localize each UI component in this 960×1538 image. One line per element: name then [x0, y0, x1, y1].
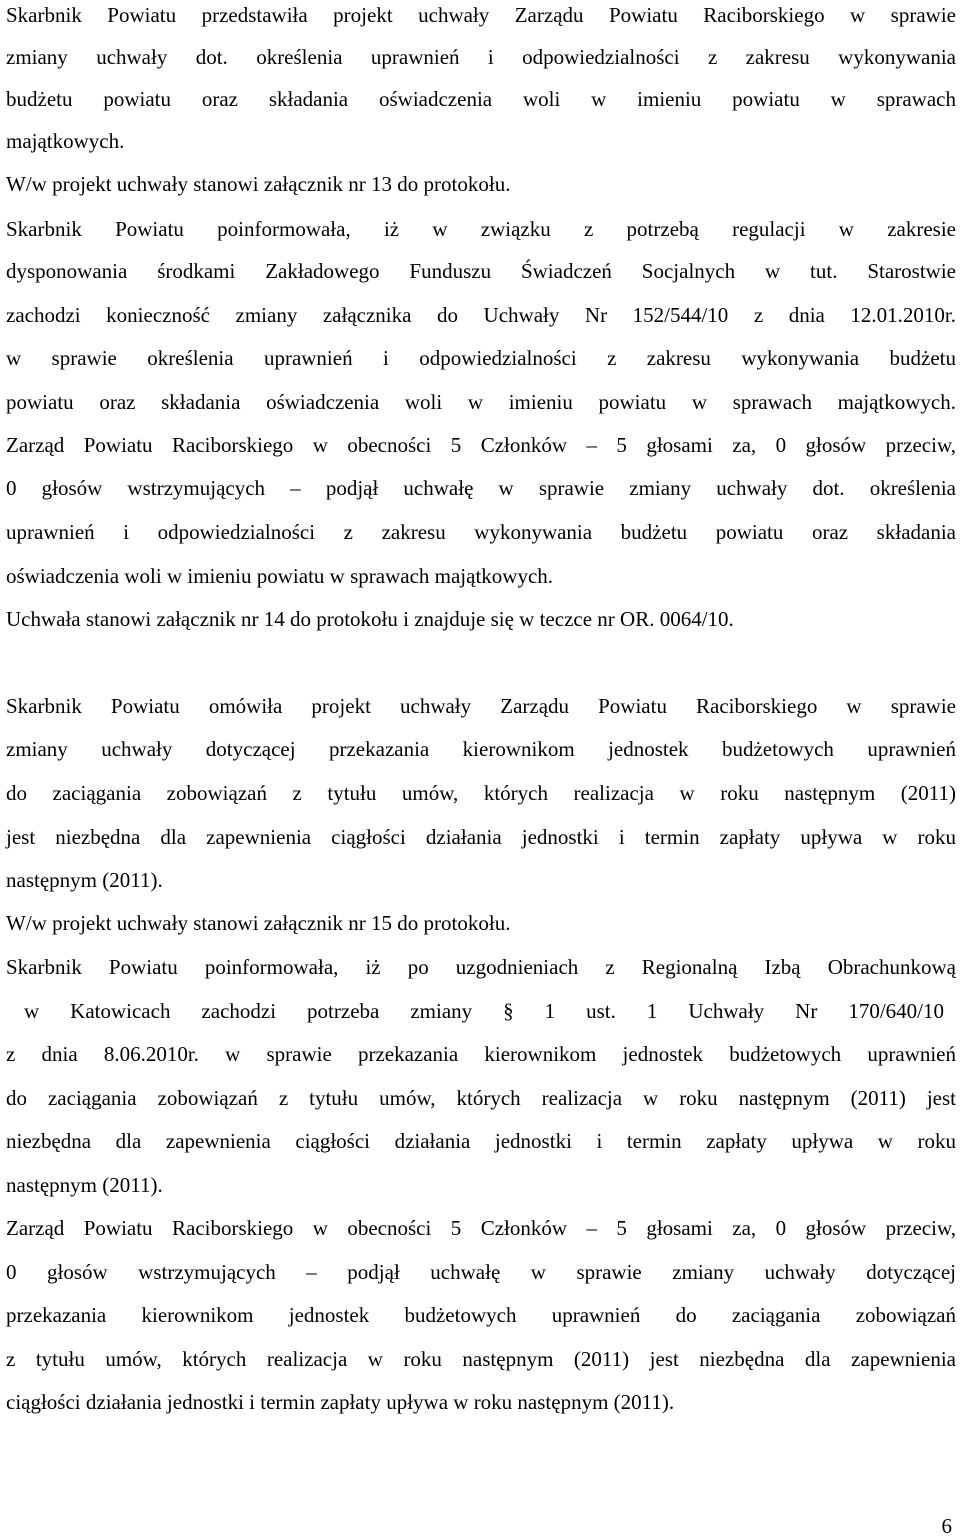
text-line: Skarbnik Powiatu omówiła projekt uchwały Zarządu Powiatu Raciborskiego w sprawie [6, 694, 956, 718]
text-line: Zarząd Powiatu Raciborskiego w obecności 5 Członków – 5 głosami za, 0 głosów przeciw, [6, 1216, 956, 1240]
text-line: Skarbnik Powiatu poinformowała, iż w związku z potrzebą regulacji w zakresie [6, 217, 956, 241]
text-line: 0 głosów wstrzymujących – podjął uchwałę w sprawie zmiany uchwały dotyczącej [6, 1260, 956, 1284]
text-line: przekazania kierownikom jednostek budżetowych uprawnień do zaciągania zobowiązań [6, 1303, 956, 1327]
text-line: powiatu oraz składania oświadczenia woli w imieniu powiatu w sprawach majątkowych. [6, 390, 956, 414]
text-line: zachodzi konieczność zmiany załącznika do Uchwały Nr 152/544/10 z dnia 12.01.2010r. [6, 303, 956, 327]
page-number: 6 [941, 1514, 952, 1538]
text-line: z dnia 8.06.2010r. w sprawie przekazania kierownikom jednostek budżetowych uprawnień [6, 1042, 956, 1066]
text-line: budżetu powiatu oraz składania oświadczenia woli w imieniu powiatu w sprawach [6, 87, 956, 111]
text-line: oświadczenia woli w imieniu powiatu w sprawach majątkowych. [6, 564, 554, 588]
text-line: majątkowych. [6, 129, 125, 153]
text-line: zmiany uchwały dot. określenia uprawnień i odpowiedzialności z zakresu wykonywania [6, 45, 956, 69]
text-line: Uchwała stanowi załącznik nr 14 do protokołu i znajduje się w teczce nr OR. 0064/10. [6, 607, 734, 631]
text-line: w Katowicach zachodzi potrzeba zmiany § 1 ust. 1 Uchwały Nr 170/640/10 [24, 999, 944, 1023]
text-line: do zaciągania zobowiązań z tytułu umów, których realizacja w roku następnym (2011) [6, 781, 956, 805]
text-line: ciągłości działania jednostki i termin zapłaty upływa w roku następnym (2011). [6, 1390, 675, 1414]
text-line: z tytułu umów, których realizacja w roku następnym (2011) jest niezbędna dla zapewnienia [6, 1347, 956, 1371]
text-line: dysponowania środkami Zakładowego Funduszu Świadczeń Socjalnych w tut. Starostwie [6, 259, 956, 283]
text-line: W/w projekt uchwały stanowi załącznik nr 13 do protokołu. [6, 172, 511, 196]
text-line: jest niezbędna dla zapewnienia ciągłości działania jednostki i termin zapłaty upływa w roku [6, 825, 956, 849]
text-line: 0 głosów wstrzymujących – podjął uchwałę w sprawie zmiany uchwały dot. określenia [6, 476, 956, 500]
text-line: następnym (2011). [6, 868, 163, 892]
text-line: do zaciągania zobowiązań z tytułu umów, których realizacja w roku następnym (2011) jest [6, 1086, 956, 1110]
text-line: Skarbnik Powiatu przedstawiła projekt uchwały Zarządu Powiatu Raciborskiego w sprawie [6, 3, 956, 27]
text-line: niezbędna dla zapewnienia ciągłości działania jednostki i termin zapłaty upływa w roku [6, 1129, 956, 1153]
text-line: Zarząd Powiatu Raciborskiego w obecności 5 Członków – 5 głosami za, 0 głosów przeciw, [6, 433, 956, 457]
text-line: Skarbnik Powiatu poinformowała, iż po uzgodnieniach z Regionalną Izbą Obrachunkową [6, 955, 956, 979]
text-line: w sprawie określenia uprawnień i odpowiedzialności z zakresu wykonywania budżetu [6, 346, 956, 370]
text-line: uprawnień i odpowiedzialności z zakresu wykonywania budżetu powiatu oraz składania [6, 520, 956, 544]
text-line: W/w projekt uchwały stanowi załącznik nr 15 do protokołu. [6, 911, 511, 935]
text-line: następnym (2011). [6, 1173, 163, 1197]
text-line: zmiany uchwały dotyczącej przekazania kierownikom jednostek budżetowych uprawnień [6, 737, 956, 761]
